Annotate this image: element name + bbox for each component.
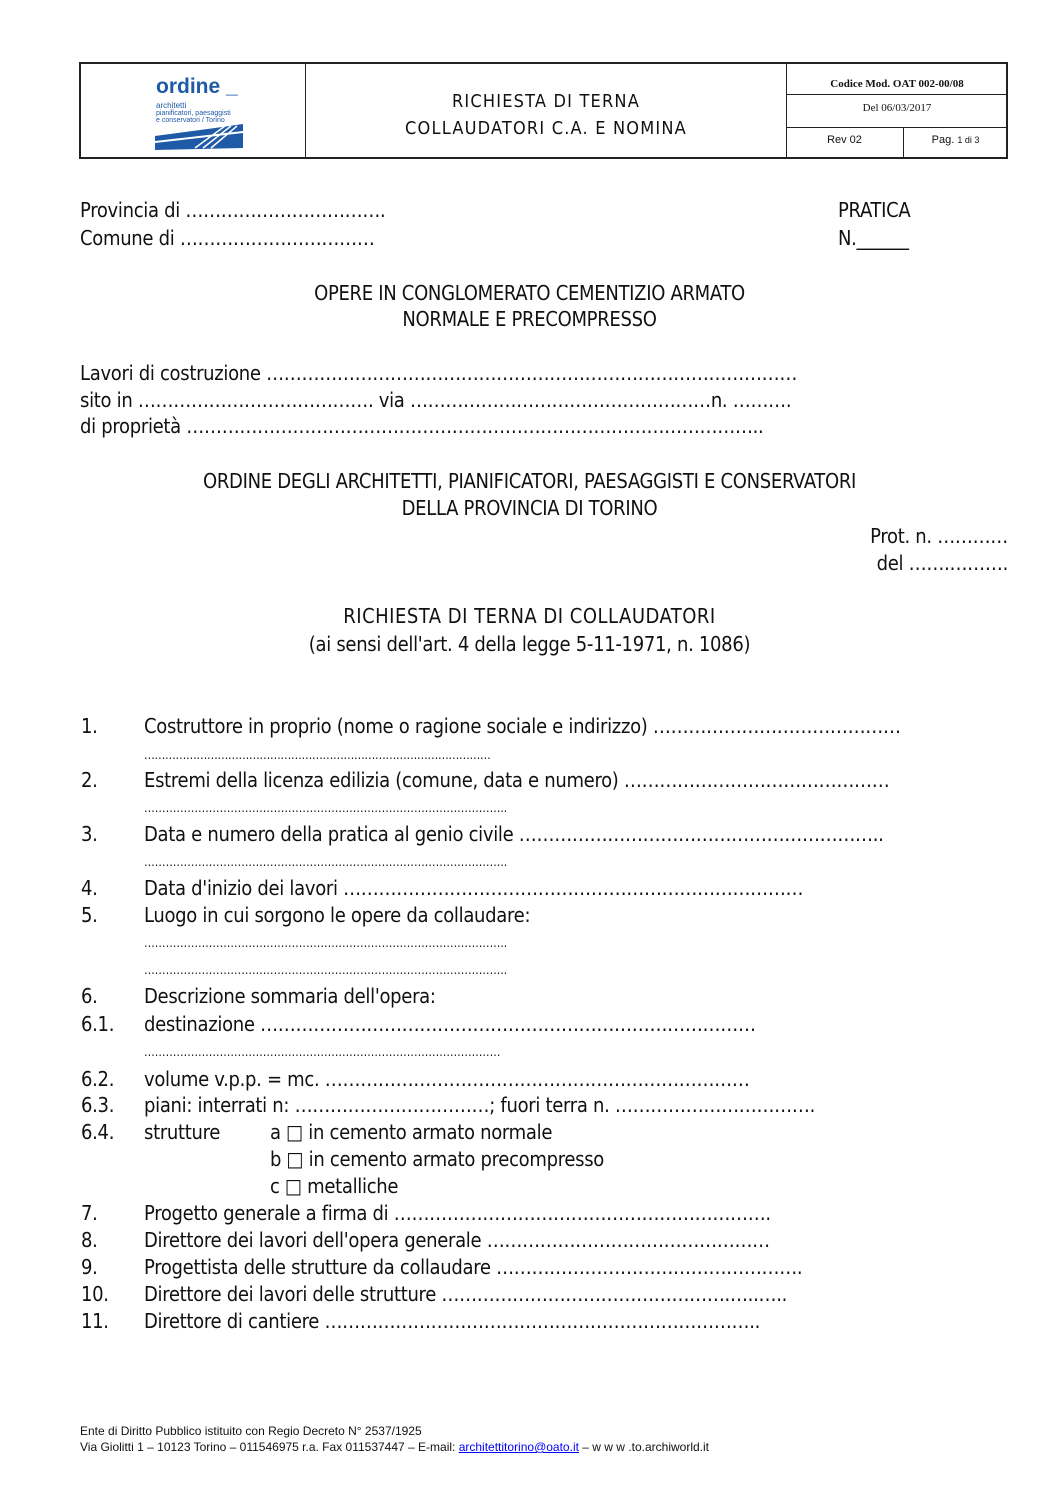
item-number: 8. [81, 1228, 98, 1252]
item-text: piani: interrati n: ……………………………; fuori terra n. ……………………………. [144, 1093, 815, 1117]
item-number: 6.4. [81, 1120, 115, 1144]
item-number: 6.1. [81, 1012, 115, 1036]
item-number: 3. [81, 822, 98, 846]
section-heading: DELLA PROVINCIA DI TORINO [401, 496, 658, 520]
item-number: 7. [81, 1201, 98, 1225]
revision: Rev 02 [827, 134, 862, 146]
page-indicator [903, 134, 1008, 146]
logo-subline: architetti [156, 101, 187, 110]
section-heading: OPERE IN CONGLOMERATO CEMENTIZIO ARMATO [314, 281, 745, 305]
item-text: Data d'inizio dei lavori …………………………………………………………………… [144, 876, 804, 900]
item-number: 10. [81, 1282, 109, 1306]
strutture-label: strutture [144, 1120, 221, 1144]
item-text: Direttore dei lavori dell'opera generale ………………………………………… [144, 1228, 770, 1252]
works-line: Lavori di costruzione ……………………………………………………………………………… [80, 361, 798, 385]
logo-emblem-icon [155, 122, 245, 152]
footer-website: – w w w .to.archiworld.it [578, 1440, 709, 1454]
divider [786, 94, 1006, 95]
pratica-label: PRATICA [838, 198, 911, 222]
logo-subline: e conservatori / Torino [156, 117, 225, 124]
document-title-line1: RICHIESTA DI TERNA [451, 91, 641, 112]
section-heading: NORMALE E PRECOMPRESSO [402, 307, 657, 331]
logo-wordmark: ordine _ [156, 75, 238, 98]
item-number: 1. [81, 714, 98, 738]
item-text: volume v.p.p. = mc. ……………………………………………………………… [144, 1067, 750, 1091]
strutture-option: c □ metalliche [270, 1174, 399, 1198]
divider [786, 127, 1006, 128]
item-text: Progetto generale a firma di ………………………………………………………. [144, 1201, 771, 1225]
strutture-option: a □ in cemento armato normale [270, 1120, 553, 1144]
section-subheading: (ai sensi dell'art. 4 della legge 5-11-1971, n. 1086) [308, 632, 751, 656]
item-text: Estremi della licenza edilizia (comune, data e numero) ……………………………………… [144, 768, 890, 792]
item-number: 4. [81, 876, 98, 900]
item-text: Descrizione sommaria dell'opera: [144, 984, 436, 1008]
comune-field: Comune di …………………………… [80, 226, 375, 250]
document-code: Codice Mod. OAT 002-00/08 [830, 78, 964, 90]
footer-line2 [80, 1440, 709, 1454]
protocol-number: Prot. n. ………… [870, 524, 1008, 548]
footer-line1: Ente di Diritto Pubblico istituito con Regio Decreto N° 2537/1925 [80, 1424, 422, 1438]
strutture-option: b □ in cemento armato precompresso [270, 1147, 604, 1171]
item-text: ……………………………………………………………………………………….. [144, 801, 508, 815]
document-header [79, 62, 1008, 159]
item-number: 2. [81, 768, 98, 792]
section-heading: ORDINE DEGLI ARCHITETTI, PIANIFICATORI, PAESAGGISTI E CONSERVATORI [202, 469, 857, 493]
item-text: ……………………………………………………………………………………… [144, 1045, 501, 1059]
item-text: Direttore di cantiere ……………………………………………………………….. [144, 1309, 761, 1333]
works-line: sito in …………………………………. via ……………………………………………n. ………. [80, 388, 792, 412]
footer-address: Via Giolitti 1 – 10123 Torino – 011546975 r.a. Fax 011537447 – E-mail: [80, 1440, 459, 1454]
provincia-field: Provincia di ……………………………. [80, 198, 386, 222]
item-text: Progettista delle strutture da collaudare ……………………………………………. [144, 1255, 803, 1279]
item-text: Data e numero della pratica al genio civile …………………………………………………….. [144, 822, 884, 846]
item-text: ……………………………………………………………………………………….. [144, 936, 508, 950]
item-text: ……………………………………………………………………………………….. [144, 963, 508, 977]
item-text: ……………………………………………………………………………………… [144, 748, 491, 762]
works-line: di proprietà …………………………………………………………………………………….. [80, 414, 764, 438]
protocol-date: del …….………. [876, 551, 1008, 575]
document-date: Del 06/03/2017 [862, 102, 932, 114]
item-number: 6.2. [81, 1067, 115, 1091]
email-link[interactable]: architettitorino@oato.it [458, 1440, 579, 1454]
section-heading: RICHIESTA DI TERNA DI COLLAUDATORI [343, 604, 716, 628]
page-label: Pag. [931, 134, 955, 146]
item-number: 9. [81, 1255, 98, 1279]
logo-subline: pianificatori, paesaggisti [156, 110, 231, 117]
page-number: 1 di 3 [957, 135, 980, 145]
document-title-line2: COLLAUDATORI C.A. E NOMINA [405, 118, 687, 139]
item-number: 5. [81, 903, 98, 927]
item-number: 11. [81, 1309, 109, 1333]
item-number: 6. [81, 984, 98, 1008]
item-text: Direttore dei lavori delle strutture ………………………………………….…..….. [144, 1282, 788, 1306]
item-text: Costruttore in proprio (nome o ragione sociale e indirizzo) …………………………………… [144, 714, 901, 738]
item-number: 6.3. [81, 1093, 115, 1117]
pratica-number: N.______ [838, 226, 909, 250]
item-text: Luogo in cui sorgono le opere da collaudare: [144, 903, 531, 927]
item-text: destinazione ………………………………………………………………………… [144, 1012, 756, 1036]
item-text: ……………………………………………………………………………………….. [144, 855, 508, 869]
